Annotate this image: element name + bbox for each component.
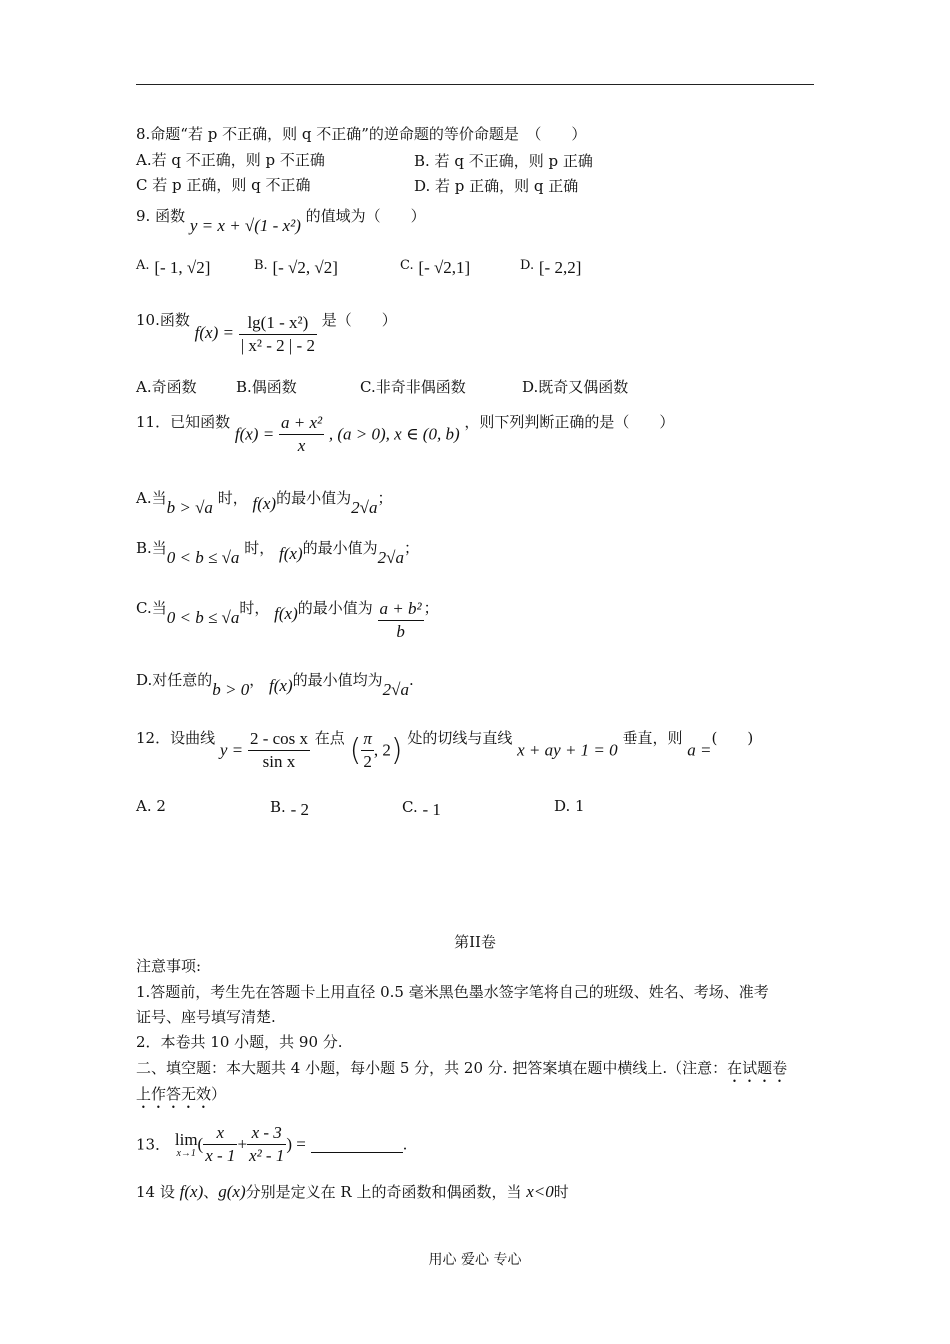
q12-option-d: D. 1 bbox=[554, 797, 585, 815]
q12-fraction: $\frac{\text{2 - cos x}}{\text{sin x}}$ bbox=[249, 729, 309, 771]
q10-fraction: $\frac{\text{lg(1 - x²)}}{\text{| x² - 2 | - 2}}$ bbox=[240, 312, 315, 355]
q11-option-c: C.当0 < b ≤ √a时， f(x)的最小值为 $\frac{\text{a + b²}}{b}$ ； bbox=[136, 599, 439, 641]
notice-heading: 注意事项: bbox=[136, 957, 202, 975]
page-footer: 用心 爱心 专心 bbox=[428, 1252, 522, 1268]
q8-option-c: C 若 p 正确，则 q 不正确 bbox=[136, 176, 311, 194]
q13: 13． lim x→1 ( $\frac{x}{x - 1}$ + $\frac{x - 3}{\text{x² - 1}}$ ) = . bbox=[136, 1123, 408, 1165]
notice-1-line2: 证号、座号填写清楚. bbox=[136, 1008, 276, 1026]
q14: 14 设 f(x)、g(x)分别是定义在 R 上的奇函数和偶函数，当 x<0时 bbox=[136, 1182, 569, 1201]
q12-stem: 12．设曲线 y = $\frac{\text{2 - cos x}}{\text{sin x}}$ 在点 ( $\frac{\pi}{2}$ , 2) 处的切线与直线 x + ay + 1 = 0 垂直，则 a =( ) bbox=[136, 729, 754, 771]
section-2-line1: 二、填空题：本大题共 4 小题，每小题 5 分，共 20 分. 把答案填在题中横线上.（注意：在试题卷 bbox=[136, 1059, 788, 1077]
q9-option-a: A. [- 1, √2] bbox=[136, 258, 211, 277]
q11-option-d: D.对任意的b > 0， f(x)的最小值均为2√a. bbox=[136, 671, 414, 699]
q9-option-b: B. [- √2, √2] bbox=[254, 258, 338, 277]
q12-option-b: B. - 2 bbox=[270, 798, 309, 819]
header-rule bbox=[136, 84, 814, 85]
q8-option-a: A.若 q 不正确，则 p 不正确 bbox=[136, 151, 325, 169]
part2-title: 第II卷 bbox=[454, 933, 496, 951]
q11-fraction: $\frac{\text{a + x²}}{x}$ bbox=[280, 413, 323, 455]
q8-option-b: B. 若 q 不正确，则 p 正确 bbox=[414, 152, 593, 170]
q11-c-fraction: $\frac{\text{a + b²}}{b}$ bbox=[379, 599, 422, 641]
q10-option-c: C.非奇非偶函数 bbox=[360, 378, 466, 396]
q9-formula: y = x + √(1 - x²) bbox=[189, 216, 301, 235]
q10-option-d: D.既奇又偶函数 bbox=[522, 378, 629, 396]
q11-option-b: B.当0 < b ≤ √a 时， f(x)的最小值为2√a； bbox=[136, 539, 419, 567]
q12-option-a: A. 2 bbox=[136, 797, 166, 815]
section-2-line2: 上作答无效） bbox=[136, 1085, 227, 1103]
q11-stem: 11．已知函数 f(x) = $\frac{\text{a + x²}}{x}$ , (a > 0), x ∈ (0, b) ，则下列判断正确的是（ ） bbox=[136, 413, 675, 455]
q8-stem: 8.命题“若 p 不正确，则 q 不正确”的逆命题的等价命题是 （ ） bbox=[136, 125, 587, 143]
q13-fraction-2: $\frac{x - 3}{\text{x² - 1}}$ bbox=[249, 1123, 285, 1165]
q13-fraction-1: $\frac{x}{x - 1}$ bbox=[205, 1123, 236, 1165]
q10-stem: 10.函数 f(x) = $\frac{\text{lg(1 - x²)}}{\text{| x² - 2 | - 2}}$ 是（ ） bbox=[136, 311, 397, 355]
q8-option-d: D. 若 p 正确，则 q 正确 bbox=[414, 177, 579, 195]
q10-option-b: B.偶函数 bbox=[236, 378, 297, 396]
q13-answer-blank[interactable] bbox=[311, 1136, 403, 1153]
q12-option-c: C. - 1 bbox=[402, 798, 441, 819]
q9-option-d: D. [- 2,2] bbox=[520, 258, 582, 277]
notice-2: 2．本卷共 10 小题，共 90 分. bbox=[136, 1033, 343, 1051]
q12-point: $\frac{\pi}{2}$ bbox=[363, 729, 372, 771]
q11-option-a: A.当b > √a 时， f(x)的最小值为2√a； bbox=[136, 489, 393, 517]
q9-option-c: C. [- √2,1] bbox=[400, 258, 471, 277]
notice-1-line1: 1.答题前，考生先在答题卡上用直径 0.5 毫米黑色墨水签字笔将自己的班级、姓名、考场、准考 bbox=[136, 983, 769, 1001]
q10-option-a: A.奇函数 bbox=[136, 378, 197, 396]
q9-stem: 9. 函数 y = x + √(1 - x²) 的值域为（ ） bbox=[136, 207, 426, 235]
